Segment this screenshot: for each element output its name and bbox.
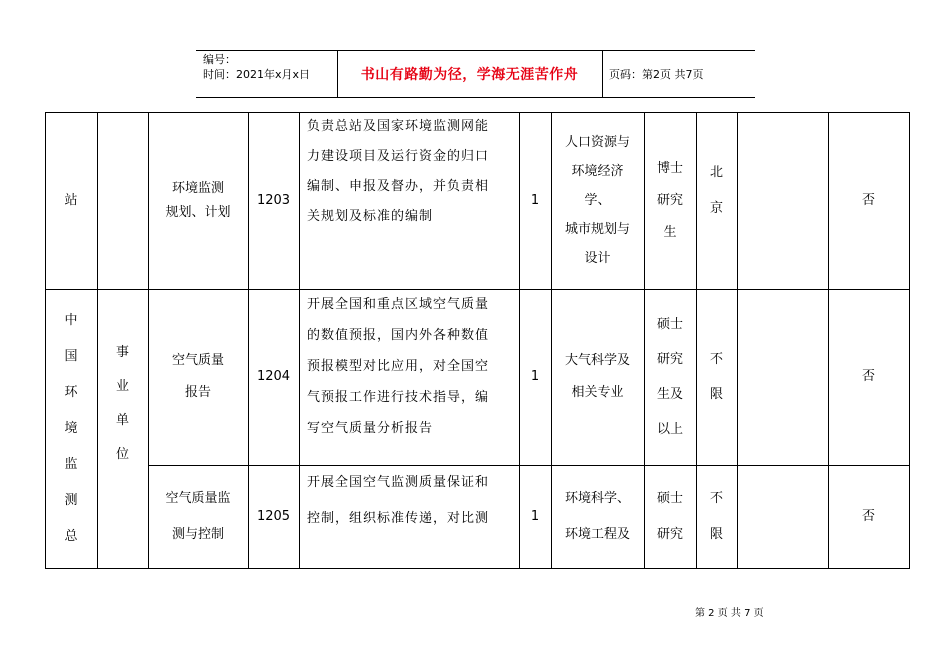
code-cell: 1204 — [256, 369, 291, 384]
header-motto: 书山有路勤为径，学海无涯苦作舟 — [360, 67, 579, 83]
duties-line: 预报模型对比应用，对全国空 — [307, 359, 490, 374]
position-cell — [148, 289, 248, 465]
count-cell: 1 — [530, 369, 540, 384]
duties-cell — [299, 289, 519, 465]
education-line: 生及 — [656, 387, 683, 402]
count-cell: 1 — [530, 508, 540, 524]
major-line: 相关专业 — [571, 385, 624, 400]
duties-line: 负责总站及国家环境监测网能 — [307, 119, 490, 134]
education-line: 以上 — [656, 422, 683, 437]
position-cell — [148, 112, 248, 289]
org-char: 中 — [64, 313, 78, 328]
unit-char: 单 — [115, 413, 129, 428]
location-line: 限 — [709, 526, 723, 542]
position-cell — [148, 465, 248, 568]
major-cell — [551, 289, 644, 465]
duties-line: 编制、申报及督办，并负责相 — [307, 179, 490, 194]
location-cell — [696, 289, 737, 465]
duties-line: 写空气质量分析报告 — [307, 421, 434, 436]
major-line: 大气科学及 — [564, 353, 630, 368]
duties-line: 开展全国和重点区域空气质量 — [307, 297, 490, 312]
page-footer: 第 2 页 共 7 页 — [695, 608, 764, 619]
location-line: 不 — [709, 352, 723, 367]
duties-cell — [299, 112, 519, 289]
major-line: 人口资源与 — [564, 135, 630, 150]
unit-char: 业 — [115, 379, 129, 394]
duties-line: 气预报工作进行技术指导，编 — [307, 390, 490, 405]
position-line: 空气质量监 — [165, 490, 231, 506]
education-line: 硕士 — [656, 317, 683, 332]
education-line: 研究 — [656, 192, 683, 208]
duties-cell — [299, 465, 519, 568]
org-merged-cell — [45, 289, 97, 569]
duties-line: 的数值预报，国内外各种数值 — [307, 328, 490, 343]
last-cell: 否 — [861, 508, 875, 524]
code-cell: 1205 — [256, 508, 291, 524]
location-line: 京 — [709, 200, 723, 216]
major-line: 设计 — [584, 251, 611, 266]
org-char: 环 — [64, 385, 78, 400]
col-divider — [737, 112, 738, 569]
education-line: 研究 — [656, 526, 683, 542]
major-line: 学、 — [584, 193, 611, 208]
time-label: 时间：2021年x月x日 — [203, 68, 311, 81]
unit-char: 事 — [115, 345, 129, 360]
last-cell: 否 — [861, 369, 875, 384]
location-cell — [696, 465, 737, 568]
last-cell: 否 — [861, 192, 875, 208]
position-line: 环境监测 — [171, 180, 224, 196]
major-line: 环境工程及 — [564, 526, 630, 542]
org-char: 国 — [64, 349, 78, 364]
location-line: 限 — [709, 387, 723, 402]
header-divider — [602, 51, 603, 97]
duties-line: 控制，组织标准传递，对比测 — [307, 511, 490, 526]
position-line: 空气质量 — [171, 353, 224, 368]
major-cell — [551, 112, 644, 289]
count-cell: 1 — [530, 192, 540, 208]
header-meta — [203, 52, 310, 82]
education-cell — [644, 465, 696, 568]
unit-type-cell — [97, 289, 148, 519]
education-line: 研究 — [656, 352, 683, 367]
major-line: 城市规划与 — [564, 222, 630, 237]
org-char: 境 — [64, 421, 78, 436]
org-cell: 站 — [64, 192, 78, 208]
duties-line: 力建设项目及运行资金的归口 — [307, 149, 490, 164]
header-page-info: 页码：第2页 共7页 — [609, 68, 704, 81]
education-cell — [644, 289, 696, 465]
org-char: 总 — [64, 529, 78, 544]
table-border — [909, 112, 910, 569]
major-line: 环境经济 — [571, 164, 624, 179]
unit-char: 位 — [115, 447, 129, 462]
position-line: 测与控制 — [171, 526, 224, 542]
table-border — [45, 568, 910, 569]
duties-line: 关规划及标准的编制 — [307, 209, 434, 224]
job-table — [45, 112, 910, 569]
number-label: 编号： — [203, 53, 236, 66]
org-char: 监 — [64, 457, 78, 472]
org-char: 测 — [64, 493, 78, 508]
education-cell — [644, 112, 696, 289]
major-cell — [551, 465, 644, 568]
education-line: 生 — [663, 224, 677, 240]
location-line: 不 — [709, 490, 723, 506]
major-line: 环境科学、 — [564, 490, 630, 506]
education-line: 博士 — [656, 160, 683, 176]
code-cell: 1203 — [256, 192, 291, 208]
position-line: 规划、计划 — [165, 204, 231, 220]
education-line: 硕士 — [656, 490, 683, 506]
location-line: 北 — [709, 164, 723, 180]
document-header — [196, 50, 755, 98]
position-line: 报告 — [184, 385, 211, 400]
location-cell — [696, 112, 737, 289]
duties-line: 开展全国空气监测质量保证和 — [307, 475, 490, 490]
